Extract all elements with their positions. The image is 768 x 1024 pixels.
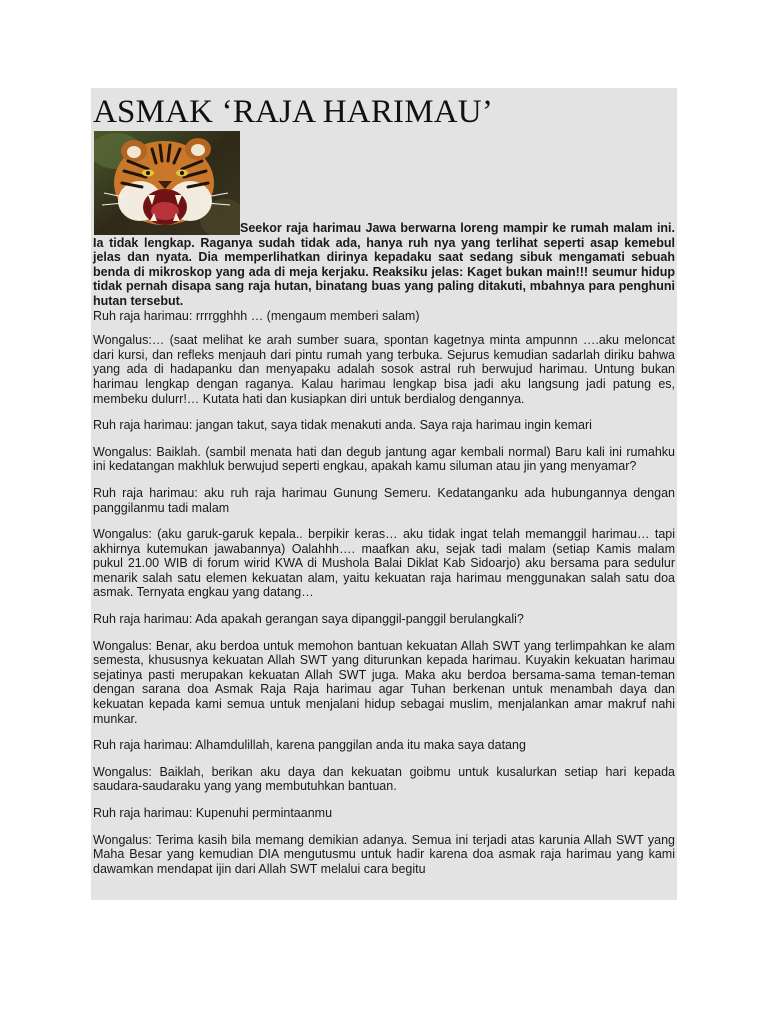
dialog-paragraph: Wongalus: (aku garuk-garuk kepala.. berpikir keras… aku tidak ingat telah memanggil harimau… tapi akhirnya kutemukan jawabannya) Oalahhh…. maafkan aku, sejak tadi malam (setiap Kamis malam pukul 21.00 WIB di forum wirid KWA di Mushola Balai Diklat Kab Sidoarjo) aku bersama para sedulur menarik salah satu elemen kekuatan alam, yaitu kekuatan raja harimau menggunakan salah satu doa asmak. Ternyata engkau yang datang… [93, 527, 675, 600]
dialog-paragraph: Ruh raja harimau: Kupenuhi permintaanmu [93, 806, 333, 820]
dialog-paragraph: Ruh raja harimau: aku ruh raja harimau Gunung Semeru. Kedatanganku ada hubungannya dengan panggilanmu tadi malam [93, 485, 675, 515]
dialog-paragraph: Wongalus: Baiklah, berikan aku daya dan kekuatan goibmu untuk kusalurkan setiap hari kepada saudara-saudaraku yang yang membutuhkan bantuan. [93, 764, 675, 794]
dialog-paragraph: Wongalus: Baiklah. (sambil menata hati dan degub jantung agar kembali normal) Baru kali ini rumahku ini kedatangan makhluk berwujud seperti engkau, apakah kamu siluman atau jin yang menyamar? [93, 444, 675, 474]
dialog-paragraph: Wongalus: Terima kasih bila memang demikian adanya. Semua ini terjadi atas karunia Allah SWT yang Maha Besar yang kemudian DIA mengutusmu untuk hadir karena doa asmak raja harimau yang kami dawamkan mendapat ijin dari Allah SWT melalui cara begitu [93, 832, 675, 876]
dialog-paragraph: Ruh raja harimau: Alhamdulillah, karena panggilan anda itu maka saya datang [93, 738, 526, 753]
dialog-paragraph: Wongalus:… (saat melihat ke arah sumber suara, spontan kagetnya minta ampunnn ….aku meloncat dari kursi, dan refleks menjauh dari pintu rumah yang terbuka. Sejurus kemudian sadarlah diriku bahwa yang ada di hadapanku dan menyapaku adalah sosok astral ruh berwujud harimau. Untung bukan harimau lengkap dengan raganya. Kalau harimau lengkap bisa jadi aku langsung jadi patung es, membeku dulurr!… Kutata hati dan kusiapkan diri untuk berdialog dengannya. [93, 333, 675, 406]
dialog-paragraph: Ruh raja harimau: rrrrgghhh … (mengaum memberi salam) [93, 308, 420, 323]
tiger-photo [94, 131, 240, 235]
dialog-paragraph: Wongalus: Benar, aku berdoa untuk memohon bantuan kekuatan Allah SWT yang terlimpahkan ke alam semesta, khususnya kekuatan Allah SWT yang diturunkan kepada harimau. Kuyakin kekuatan harimau sejatinya pasti merupakan kekuatan Allah SWT juga. Maka aku berdoa bersama-sama teman-teman dengan sarana doa Asmak Raja Raja harimau agar Tuhan berkenan untuk menambah daya dan kekuatan kepada kami semua untuk menjalani hidup sebagai muslim, menjalankan amar makruf nahi munkar. [93, 638, 675, 726]
dialog-paragraph: Ruh raja harimau: Ada apakah gerangan saya dipanggil-panggil berulangkali? [93, 612, 524, 627]
document-page [91, 88, 677, 900]
tiger-photo-icon [94, 131, 240, 235]
document-body [93, 221, 675, 888]
dialog-paragraph: Ruh raja harimau: jangan takut, saya tidak menakuti anda. Saya raja harimau ingin kemari [93, 418, 592, 433]
document-title: ASMAK ‘RAJA HARIMAU’ [93, 94, 494, 130]
intro-paragraph: Seekor raja harimau Jawa berwarna loreng mampir ke rumah malam ini. Ia tidak lengkap. Raganya sudah tidak ada, hanya ruh nya yang terlihat seperti asap kemebul jelas dan nyata. Dia memperlihatkan dirinya kepadaku saat sedang sibuk mengamati sebuah benda di mikroskop yang ada di meja kerjaku. Reaksiku jelas: Kaget bukan main!!! seumur hidup tidak pernah disapa sang raja hutan, binatang buas yang paling ditakuti, mbahnya para penghuni hutan tersebut. [93, 221, 675, 308]
